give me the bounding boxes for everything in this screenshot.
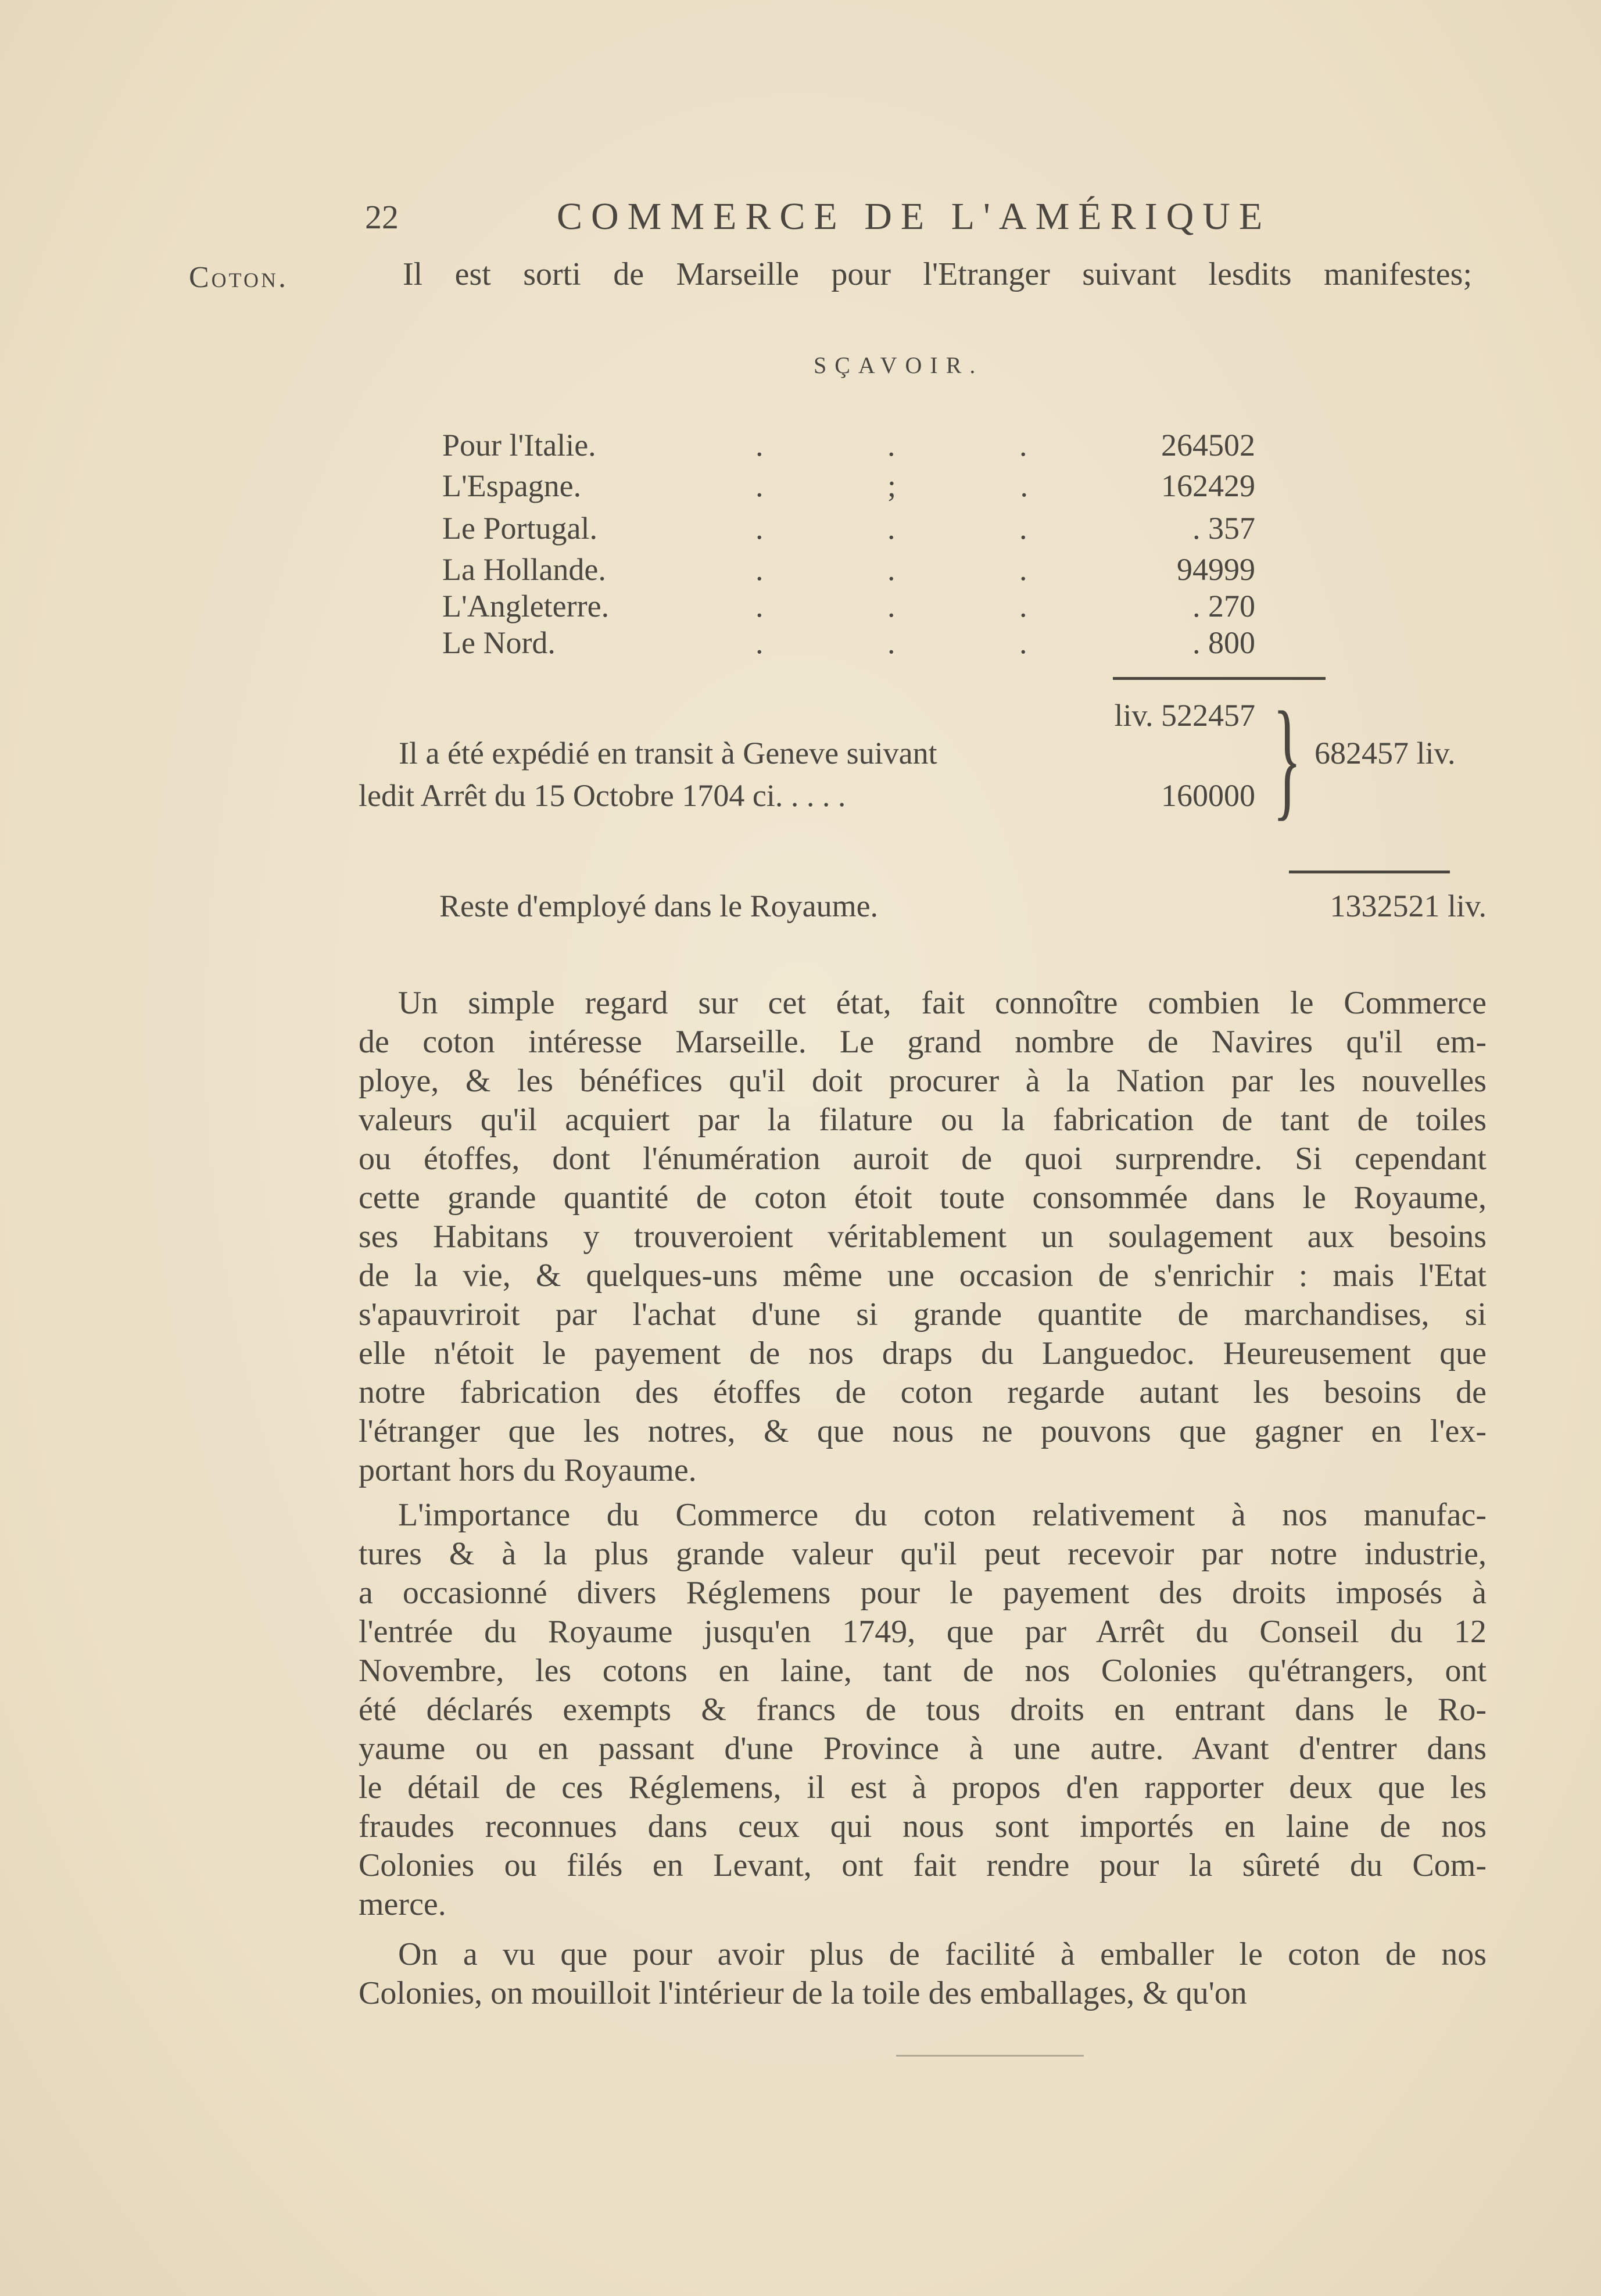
margin-note: Coton.	[189, 261, 289, 294]
text-line: Novembre, les cotons en laine, tant de nos Colonies qu'étrangers, ont	[359, 1653, 1487, 1689]
row-value: . 270	[1192, 589, 1255, 624]
brace-icon: }	[1273, 684, 1302, 832]
row-label: Pour l'Italie.	[442, 428, 596, 463]
transit-line-1: Il a été expédié en transit à Geneve suivant	[399, 736, 937, 771]
text-line: de la vie, & quelques-uns même une occasion de s'enrichir : mais l'Etat	[359, 1258, 1487, 1294]
text-line: L'importance du Commerce du coton relativement à nos manufac-	[398, 1497, 1487, 1533]
paragraph-1	[359, 984, 1487, 1490]
text-line: de coton intéresse Marseille. Le grand nombre de Navires qu'il em-	[359, 1024, 1487, 1060]
paragraph-3	[359, 1935, 1487, 2013]
row-label: L'Angleterre.	[442, 589, 610, 624]
remainder-value: 1332521 liv.	[1330, 889, 1487, 923]
text-line: elle n'étoit le payement de nos draps du Languedoc. Heureusement que	[359, 1335, 1487, 1371]
row-leader: . . .	[755, 428, 1086, 463]
sum-rule	[1113, 677, 1326, 680]
text-line: tures & à la plus grande valeur qu'il peut recevoir par notre industrie,	[359, 1536, 1487, 1572]
row-leader: . . .	[755, 552, 1086, 587]
text-line: valeurs qu'il acquiert par la filature ou la fabrication de tant de toiles	[359, 1102, 1487, 1138]
row-value: 94999	[1177, 552, 1255, 587]
row-label: Le Portugal.	[442, 511, 597, 546]
row-label: L'Espagne.	[442, 468, 582, 503]
page-number: 22	[365, 198, 399, 236]
subtotal: liv. 522457	[1114, 698, 1255, 733]
text-line: notre fabrication des étoffes de coton regarde autant les besoins de	[359, 1374, 1487, 1410]
running-title: COMMERCE DE L'AMÉRIQUE	[557, 195, 1272, 238]
row-leader: . . .	[755, 511, 1086, 546]
paragraph-2	[359, 1496, 1487, 1924]
text-line: fraudes reconnues dans ceux qui nous sont importés en laine de nos	[359, 1808, 1487, 1844]
remainder-label: Reste d'employé dans le Royaume.	[439, 889, 879, 923]
text-line: ses Habitans y trouveroient véritablement un soulagement aux besoins	[359, 1219, 1487, 1255]
row-label: Le Nord.	[442, 625, 556, 660]
footer-ornament	[896, 2055, 1084, 2057]
row-value: . 357	[1192, 511, 1255, 546]
row-value: . 800	[1192, 625, 1255, 660]
row-value: 162429	[1161, 468, 1255, 503]
text-line: portant hors du Royaume.	[359, 1452, 697, 1488]
text-line: cette grande quantité de coton étoit toute consommée dans le Royaume,	[359, 1180, 1487, 1216]
row-value: 264502	[1161, 428, 1255, 463]
row-leader: . . .	[755, 589, 1086, 624]
scavoir-heading: SÇAVOIR.	[814, 352, 984, 378]
text-line: merce.	[359, 1886, 446, 1922]
text-line: yaume ou en passant d'une Province à une autre. Avant d'entrer dans	[359, 1731, 1487, 1767]
row-leader: . ; .	[755, 468, 1087, 503]
text-line: ploye, & les bénéfices qu'il doit procurer à la Nation par les nouvelles	[359, 1063, 1487, 1099]
transit-value: 160000	[1161, 778, 1255, 813]
text-line: Un simple regard sur cet état, fait connoître combien le Commerce	[398, 985, 1487, 1021]
text-line: été déclarés exempts & francs de tous droits en entrant dans le Ro-	[359, 1692, 1487, 1728]
transit-line-2: ledit Arrêt du 15 Octobre 1704 ci. . . . .	[359, 778, 846, 813]
text-line: ou étoffes, dont l'énumération auroit de quoi surprendre. Si cependant	[359, 1141, 1487, 1177]
text-line: l'entrée du Royaume jusqu'en 1749, que par Arrêt du Conseil du 12	[359, 1614, 1487, 1650]
text-line: Colonies ou filés en Levant, ont fait rendre pour la sûreté du Com-	[359, 1847, 1487, 1883]
text-line: l'étranger que les notres, & que nous ne pouvons que gagner en l'ex-	[359, 1413, 1487, 1449]
total-rule	[1289, 871, 1450, 873]
text-line: le détail de ces Réglemens, il est à propos d'en rapporter deux que les	[359, 1770, 1487, 1806]
row-leader: . . .	[755, 625, 1086, 660]
row-label: La Hollande.	[442, 552, 606, 587]
intro-sentence: Il est sorti de Marseille pour l'Etranger suivant lesdits manifestes;	[403, 256, 1472, 292]
grand-total: 682457 liv.	[1315, 736, 1456, 771]
text-line: On a vu que pour avoir plus de facilité à emballer le coton de nos	[398, 1936, 1487, 1972]
text-line: s'apauvriroit par l'achat d'une si grande quantite de marchandises, si	[359, 1296, 1487, 1333]
text-line: a occasionné divers Réglemens pour le payement des droits imposés à	[359, 1575, 1487, 1611]
text-line: Colonies, on mouilloit l'intérieur de la toile des emballages, & qu'on	[359, 1975, 1247, 2011]
